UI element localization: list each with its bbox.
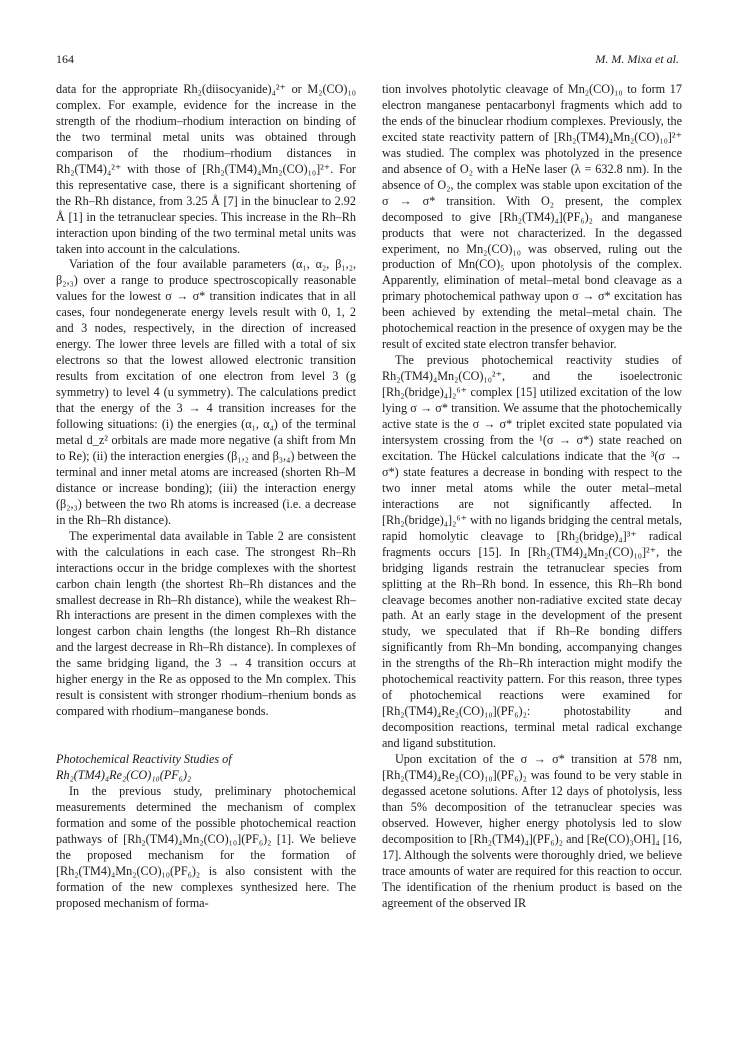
paragraph: The previous photochemical reactivity studies of Rh₂(TM4)₄Mn₂(CO)₁₀²⁺, and the isoelectronic [Rh₂(bridge)₄]₂⁶⁺ complex [15] utilized excitation of the low lying σ → σ* transition. We assume that the photochemically active state is the σ → σ* triplet excited state populated via intersystem crossing from the ¹(σ → σ*) state reached on excitation. The Hückel calculations indicate that the ³(σ → σ*) state features a decrease in bonding with respect to the two inner metal atoms while the outer metal–metal interactions are not significantly affected. In [Rh₂(bridge)₄]₂⁶⁺ with no ligands bridging the central metals, rapid homolytic cleavage to [Rh₂(bridge)₄]³⁺ radical fragments occurs [15]. In [Rh₂(TM4)₄Mn₂(CO)₁₀]²⁺, the bridging ligands restrain the tetranuclear species from splitting at the Rh–Rh bond. In essence, this Rh–Rh bond cleavage becomes another non-radiative excited state decay path. At an early stage in the development of the present study, we speculated that if Rh–Re bonding differs significantly from Rh–Mn bonding, accompanying changes in the strengths of the Rh–Rh interaction might modify the photochemical reactivity pattern. For this reason, three types of photochemical reactions were examined for [Rh₂(TM4)₄Re₂(CO)₁₀](PF₆)₂: photostability and decomposition reactions, terminal metal radical exchange and ligand substitution.: [382, 353, 682, 751]
page-number: 164: [56, 52, 74, 66]
section-heading: [56, 752, 356, 784]
section-heading-line: Photochemical Reactivity Studies of: [56, 752, 232, 767]
left-column: [56, 82, 356, 912]
paragraph: Variation of the four available parameters (α₁, α₂, β₁,₂, β₂,₃) over a range to produce spectroscopically reasonable values for the lowest σ → σ* transition indicates that in all cases, four nondegenerate energy levels result with 0, 1, 2 and 3 nodes, respectively, in the direction of increased energy. The lower three levels are filled with a total of six electrons so that the lowest allowed electronic transition results from excitation of one electron from level 3 (g symmetry) to level 4 (u symmetry). The calculations predict that the energy of the 3 → 4 transition increases for the following situations: (i) the energies (α₁, α₄) of the terminal metal d_z² orbitals are made more negative (a shift from Mn to Re); (ii) the interaction energies (β₁,₂ and β₃,₄) between the terminal and inner metal atoms are increased (shorten Rh–M distance or increase bonding); (iii) the interaction energy (β₂,₃) between the two Rh atoms is increased (i.e. a decrease in the Rh–Rh distance).: [56, 257, 356, 527]
paragraph: tion involves photolytic cleavage of Mn₂(CO)₁₀ to form 17 electron manganese pentacarbonyl fragments which add to the ends of the binuclear rhodium complexes. Previously, the excited state reactivity pattern of [Rh₂(TM4)₄Mn₂(CO)₁₀]²⁺ was studied. The complex was photolyzed in the presence and absence of O₂ with a HeNe laser (λ = 632.8 nm). In the absence of O₂, the complex was stable upon excitation of the σ → σ* transition. With O₂ present, the complex decomposed to give [Rh₂(TM4)₄](PF₆)₂ and manganese products that were not characterized. In the degassed experiment, no Mn₂(CO)₁₀ was observed, ruling out the production of Mn(CO)₅ upon photolysis of the complex. Apparently, elimination of metal–metal bond cleavage as a primary photochemical pathway upon σ → σ* excitation has been achieved by extending the metal–metal chain. The photochemical reaction in the presence of oxygen may be the result of excited state electron transfer behavior.: [382, 82, 682, 352]
section-gap: [56, 720, 356, 752]
paragraph: In the previous study, preliminary photochemical measurements determined the mechanism of complex formation and some of the possible photochemical reaction pathways of [Rh₂(TM4)₄Mn₂(CO)₁₀](PF₆)₂ [1]. We believe the proposed mechanism for the formation of [Rh₂(TM4)₄Mn₂(CO)₁₀(PF₆)₂ is also consistent with the formation of the new complexes synthesized here. The proposed mechanism of forma-: [56, 784, 356, 910]
right-column: [382, 82, 682, 912]
paragraph: The experimental data available in Table 2 are consistent with the calculations in each case. The strongest Rh–Rh interactions occur in the bridge complexes with the shortest carbon chain length (the shortest Rh–Rh distances and the smallest decrease in Rh–Rh distance), while the weakest Rh–Rh interactions are present in the dimen complexes with the longest carbon chain lengths (the longest Rh–Rh distance and the largest decrease in Rh–Rh distance). In complexes of the same bridging ligand, the 3 → 4 transition occurs at higher energy in the Re as opposed to the Mn complex. This result is consistent with stronger rhodium–rhenium bonds as compared with rhodium–manganese bonds.: [56, 528, 356, 719]
running-header-authors: M. M. Mixa et al.: [595, 52, 679, 66]
section-heading-line: Rh₂(TM4)₄Re₂(CO)₁₀(PF₆)₂: [56, 768, 192, 783]
paragraph: Upon excitation of the σ → σ* transition at 578 nm, [Rh₂(TM4)₄Re₂(CO)₁₀](PF₆)₂ was found to be very stable in degassed acetone solutions. After 12 days of photolysis, less than 5% decomposition of the tetranuclear species was observed. However, higher energy photolysis led to slow decomposition to [Rh₂(TM4)₄](PF₆)₂ and [Re(CO)₃OH]₄ [16, 17]. Although the solvents were thoroughly dried, we believe trace amounts of water are required for this reaction to occur. The identification of the rhenium product is based on the agreement of the observed IR: [382, 752, 682, 910]
paragraph: data for the appropriate Rh₂(diisocyanide)₄²⁺ or M₂(CO)₁₀ complex. For example, evidence for the increase in the strength of the rhodium–rhodium interaction on binding of the two terminal metal units was obtained through comparison of the rhodium–rhodium distances in Rh₂(TM4)₄²⁺ with those of [Rh₂(TM4)₄Mn₂(CO)₁₀]²⁺. For this representative case, there is a significant shortening of the Rh–Rh distance, from 3.25 Å [7] in the binuclear to 2.92 Å [1] in the tetranuclear species. This increase in the Rh–Rh interaction upon binding of the two terminal metal units was taken into account in the calculations.: [56, 82, 356, 256]
